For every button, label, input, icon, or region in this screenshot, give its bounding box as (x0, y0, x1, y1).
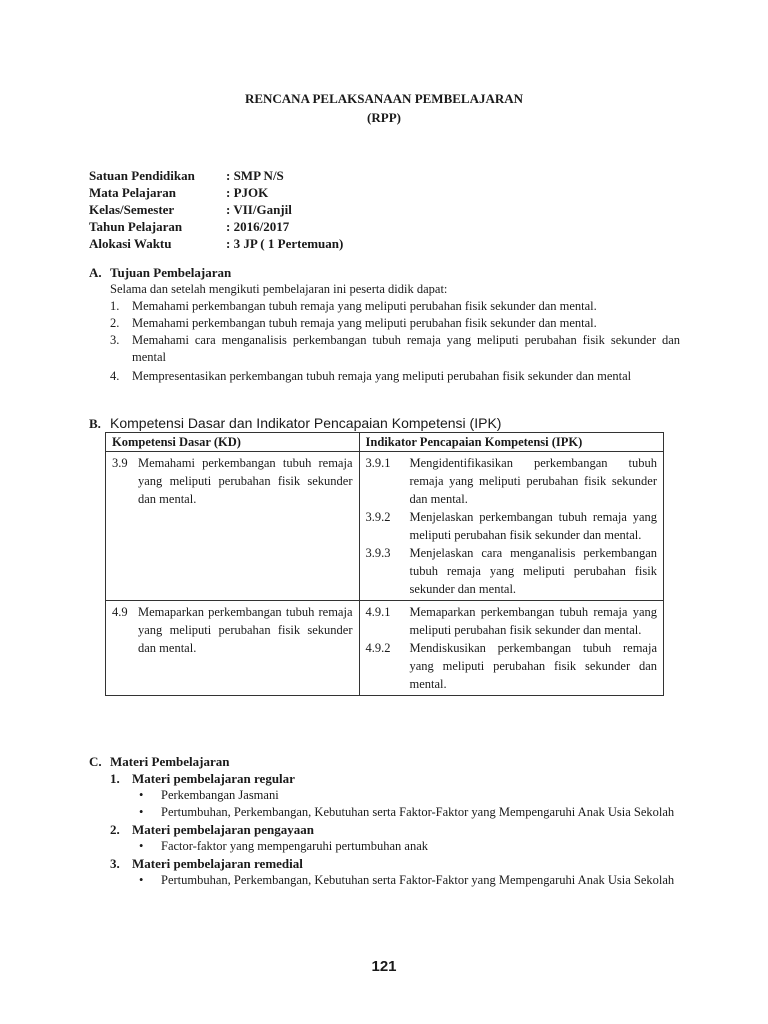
ipk-number: 3.9.3 (365, 546, 391, 560)
page-subtitle: (RPP) (367, 110, 401, 125)
ipk-number: 3.9.2 (365, 510, 391, 524)
page-title: RENCANA PELAKSANAAN PEMBELAJARAN (244, 91, 524, 106)
identity-block (89, 167, 343, 252)
bullet-text: Pertumbuhan, Perkembangan, Kebutuhan serta Faktor-Faktor yang Mempengaruhi Anak Usia Sekolah (161, 873, 675, 887)
objective-list (89, 298, 680, 385)
section-kompetensi-heading (89, 415, 501, 432)
item-number: 4. (110, 369, 120, 383)
info-label: Kelas/Semester (89, 202, 175, 217)
section-title: Kompetensi Dasar dan Indikator Pencapaian Kompetensi (IPK) (110, 415, 502, 431)
bullet-text: Perkembangan Jasmani (161, 788, 279, 802)
info-row (89, 201, 343, 218)
section-title: Tujuan Pembelajaran (110, 265, 232, 280)
kd-text: Memaparkan perkembangan tubuh remaja yang meliputi perubahan fisik sekunder dan mental. (138, 605, 353, 655)
ipk-item (366, 454, 658, 508)
bullet-item (89, 838, 679, 855)
ipk-item (366, 639, 658, 693)
list-item (110, 298, 680, 315)
info-value: : 3 JP ( 1 Pertemuan) (226, 236, 344, 251)
item-number: 1. (110, 299, 120, 313)
kd-text: Memahami perkembangan tubuh remaja yang meliputi perubahan fisik sekunder dan mental. (138, 456, 353, 506)
info-value: : PJOK (226, 185, 269, 200)
bullet-item (89, 872, 679, 889)
page-number: 121 (371, 958, 397, 975)
item-text: Memahami perkembangan tubuh remaja yang meliputi perubahan fisik sekunder dan mental. (132, 316, 597, 330)
sub-number: 3. (110, 856, 120, 871)
info-label: Satuan Pendidikan (89, 168, 195, 183)
ipk-cell (359, 452, 664, 601)
info-label: Alokasi Waktu (89, 236, 172, 251)
kd-number: 3.9 (112, 456, 128, 470)
info-label: Mata Pelajaran (89, 185, 177, 200)
section-heading (89, 264, 680, 281)
section-heading (89, 753, 679, 770)
list-item (110, 315, 680, 332)
ipk-number: 3.9.1 (365, 456, 391, 470)
bullet-item (89, 787, 679, 804)
table-header-row (106, 433, 664, 452)
ipk-item (366, 544, 658, 598)
bullet-item (89, 804, 679, 821)
info-row (89, 235, 343, 252)
list-item (110, 332, 680, 366)
info-row (89, 167, 343, 184)
kd-number: 4.9 (112, 605, 128, 619)
bullet-text: Factor-faktor yang mempengaruhi pertumbuhan anak (161, 839, 429, 853)
bullet-icon: • (139, 873, 144, 887)
ipk-item (366, 603, 658, 639)
ipk-number: 4.9.2 (365, 641, 391, 655)
section-intro: Selama dan setelah mengikuti pembelajaran ini peserta didik dapat: (110, 282, 448, 296)
bullet-text: Pertumbuhan, Perkembangan, Kebutuhan serta Faktor-Faktor yang Mempengaruhi Anak Usia Sekolah (161, 805, 675, 819)
ipk-item (366, 508, 658, 544)
column-header-ipk: Indikator Pencapaian Kompetensi (IPK) (359, 433, 664, 452)
competency-table (105, 432, 664, 696)
kd-cell (106, 601, 360, 696)
materi-sub-remedial (89, 855, 679, 872)
section-materi (89, 753, 679, 889)
item-number: 2. (110, 316, 120, 330)
sub-heading (110, 770, 679, 787)
section-tujuan (89, 264, 680, 385)
section-title: Materi Pembelajaran (110, 754, 230, 769)
list-item (110, 368, 680, 385)
sub-number: 1. (110, 771, 120, 786)
info-row (89, 184, 343, 201)
section-letter: B. (89, 416, 101, 431)
sub-title: Materi pembelajaran pengayaan (132, 822, 314, 837)
sub-number: 2. (110, 822, 120, 837)
ipk-text: Memaparkan perkembangan tubuh remaja yang meliputi perubahan fisik sekunder dan mental. (409, 605, 657, 637)
item-number: 3. (110, 333, 120, 347)
materi-sub-pengayaan (89, 821, 679, 838)
sub-heading (110, 855, 679, 872)
section-letter: C. (89, 754, 102, 769)
ipk-text: Mendiskusikan perkembangan tubuh remaja yang meliputi perubahan fisik sekunder dan mental. (409, 641, 657, 691)
info-value: : VII/Ganjil (226, 202, 292, 217)
item-text: Memahami perkembangan tubuh remaja yang meliputi perubahan fisik sekunder dan mental. (132, 299, 597, 313)
ipk-text: Menjelaskan perkembangan tubuh remaja yang meliputi perubahan fisik sekunder dan mental. (409, 510, 657, 542)
materi-sub-regular (89, 770, 679, 787)
bullet-icon: • (139, 805, 144, 819)
table-row (106, 452, 664, 601)
sub-heading (110, 821, 679, 838)
sub-title: Materi pembelajaran remedial (132, 856, 303, 871)
item-text: Memahami cara menganalisis perkembangan tubuh remaja yang meliputi perubahan fisik sekunder dan mental (132, 333, 680, 364)
ipk-number: 4.9.1 (365, 605, 391, 619)
item-text: Mempresentasikan perkembangan tubuh remaja yang meliputi perubahan fisik sekunder dan mental (132, 369, 632, 383)
sub-title: Materi pembelajaran regular (132, 771, 295, 786)
column-header-kd: Kompetensi Dasar (KD) (106, 433, 360, 452)
ipk-cell (359, 601, 664, 696)
info-label: Tahun Pelajaran (89, 219, 183, 234)
kd-cell (106, 452, 360, 601)
info-value: : 2016/2017 (226, 219, 290, 234)
section-heading (89, 415, 501, 432)
info-row (89, 218, 343, 235)
ipk-text: Menjelaskan cara menganalisis perkembangan tubuh remaja yang meliputi perubahan fisik sekunder dan mental. (409, 546, 657, 596)
info-value: : SMP N/S (226, 168, 284, 183)
bullet-icon: • (139, 788, 144, 802)
bullet-icon: • (139, 839, 144, 853)
table-row (106, 601, 664, 696)
ipk-text: Mengidentifikasikan perkembangan tubuh remaja yang meliputi perubahan fisik sekunder dan mental. (409, 456, 657, 506)
section-letter: A. (89, 265, 102, 280)
